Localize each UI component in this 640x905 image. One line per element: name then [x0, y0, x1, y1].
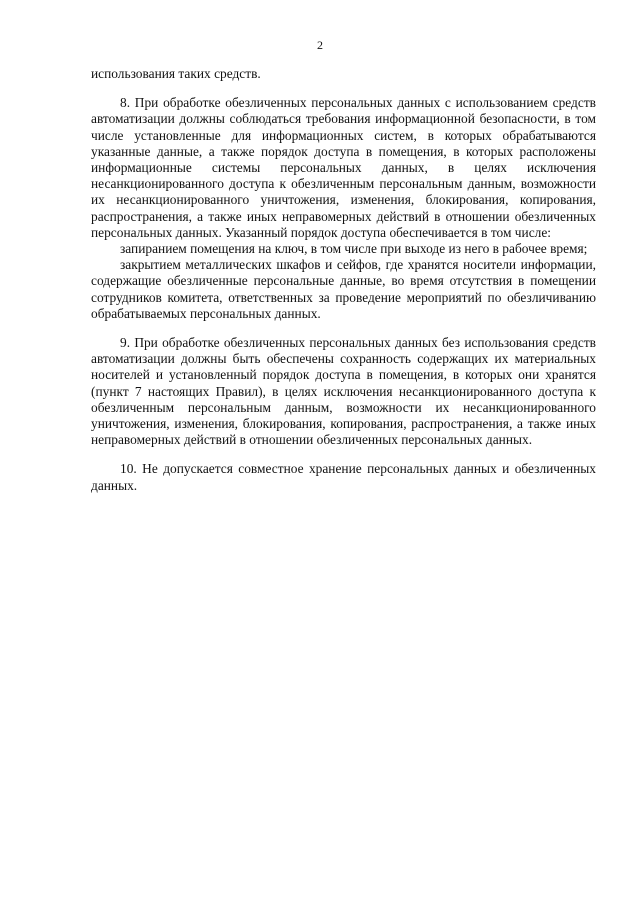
paragraph-continuation: использования таких средств.: [91, 66, 261, 81]
paragraph-item-8-subitem-locking: запиранием помещения на ключ, в том числе при выходе из него в рабочее время;: [120, 241, 588, 257]
paragraph-item-8: 8. При обработке обезличенных персональных данных с использованием средств автоматизации должны соблюдаться требования информационной безопасности, в том числе установленные для информационных систем, в которых обрабатываются указанные данные, а также порядок доступа в помещения, в которых расположены информационные системы персональных данных, в целях исключения несанкционированного доступа к обезличенным персональным данным, возможности их несанкционированного уничтожения, изменения, блокирования, копирования, распространения, а также иных неправомерных действий в отношении обезличенных персональных данных. Указанный порядок доступа обеспечивается в том числе:: [91, 95, 596, 240]
document-body: [91, 66, 596, 494]
paragraph-item-8-subitem-cabinets: закрытием металлических шкафов и сейфов, где хранятся носители информации, содержащие обезличенные персональные данные, во время отсутствия в помещении сотрудников комитета, ответственных за проведение мероприятий по обезличиванию обрабатываемых персональных данных.: [91, 257, 596, 321]
page-number: 2: [317, 38, 323, 52]
paragraph-item-9: 9. При обработке обезличенных персональных данных без использования средств автоматизации должны быть обеспечены сохранность содержащих их материальных носителей и установленный порядок доступа в помещения, в которых они хранятся (пункт 7 настоящих Правил), в целях исключения несанкционированного доступа к обезличенным персональным данным, возможности их несанкционированного уничтожения, изменения, блокирования, копирования, распространения, а также иных неправомерных действий в отношении обезличенных персональных данных.: [91, 335, 596, 448]
paragraph-item-10: 10. Не допускается совместное хранение персональных данных и обезличенных данных.: [91, 461, 596, 493]
